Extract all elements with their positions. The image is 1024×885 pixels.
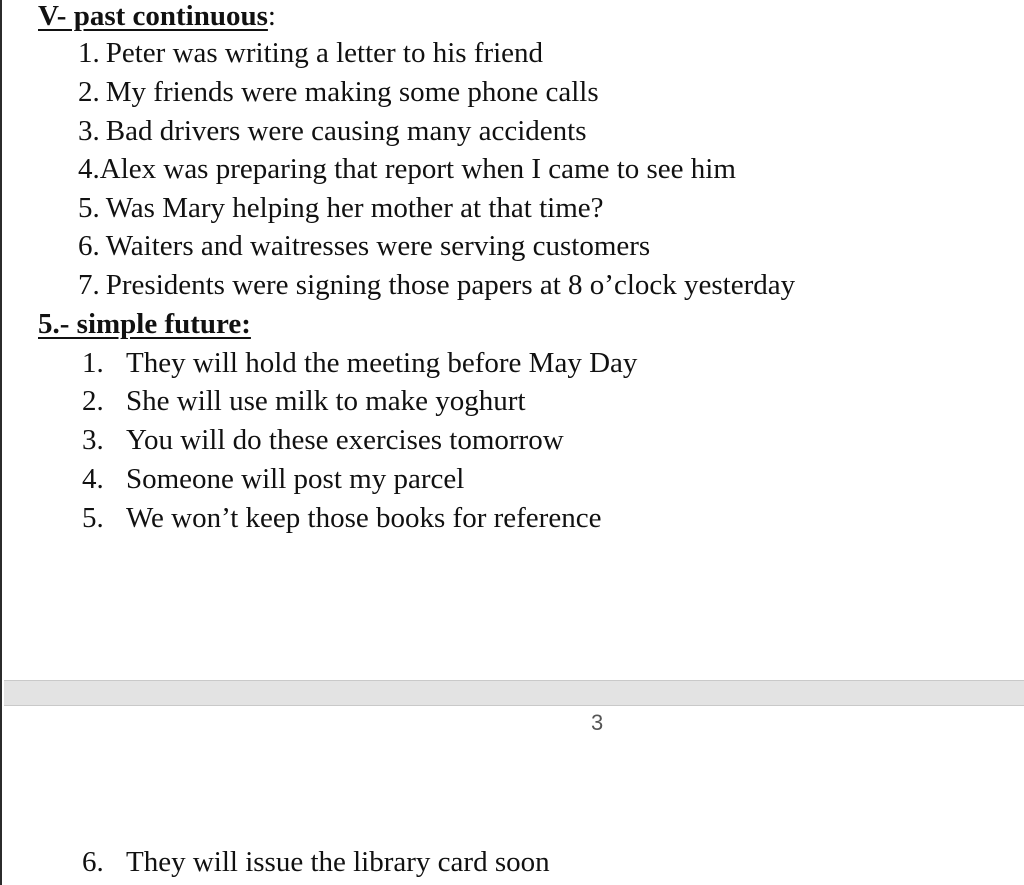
list-item: 2. She will use milk to make yoghurt	[82, 385, 526, 417]
list-item: 4.Alex was preparing that report when I came to see him	[78, 153, 736, 185]
list-item: 5. Was Mary helping her mother at that time?	[78, 192, 604, 224]
list-item: 7. Presidents were signing those papers at 8 o’clock yesterday	[78, 269, 796, 301]
list-item: 2. My friends were making some phone calls	[78, 76, 599, 108]
list-item: 1. They will hold the meeting before May Day	[82, 347, 638, 379]
page-number: 3	[591, 710, 604, 735]
list-item: 3. Bad drivers were causing many accidents	[78, 115, 587, 147]
list-item: 6. Waiters and waitresses were serving customers	[78, 230, 651, 262]
list-item: 3. You will do these exercises tomorrow	[82, 424, 564, 456]
section-heading-simple-future: 5.- simple future:	[38, 308, 251, 340]
list-item: 6. They will issue the library card soon	[82, 846, 550, 878]
list-item: 5. We won’t keep those books for reference	[82, 502, 602, 534]
section-heading-past-continuous: V- past continuous:	[38, 0, 276, 32]
list-item: 1. Peter was writing a letter to his friend	[78, 37, 544, 69]
page-break-separator	[4, 680, 1024, 706]
list-item: 4. Someone will post my parcel	[82, 463, 465, 495]
